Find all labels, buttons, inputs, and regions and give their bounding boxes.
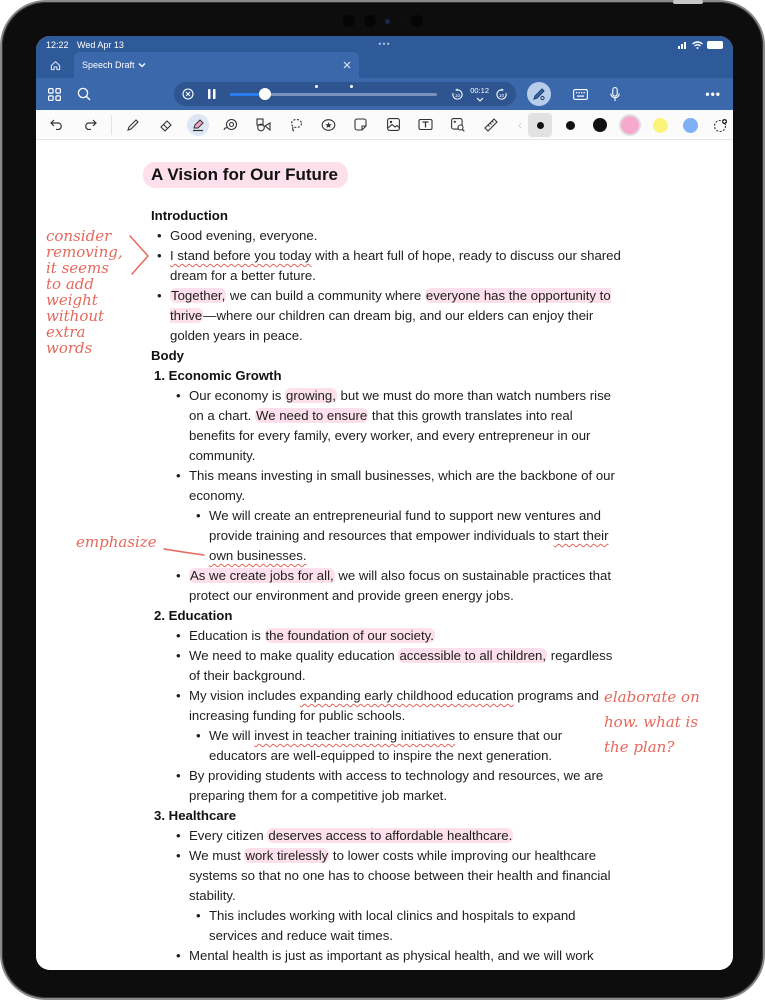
pen-mode-icon <box>532 87 546 101</box>
color-yellow[interactable] <box>648 113 672 137</box>
list-item: • We must work tirelessly to lower costs while improving our healthcare systems so that no one has to choose between their health and financial stability. <box>151 846 621 906</box>
pen-size-medium[interactable] <box>558 113 582 137</box>
healthcare-list <box>151 826 621 966</box>
sticker-tool[interactable] <box>317 114 339 136</box>
list-item: • We will create an entrepreneurial fund to support new ventures and provide training and resources that empower individuals to start their own businesses. <box>151 506 621 566</box>
text-box-tool[interactable] <box>415 114 437 136</box>
playback-scrubber[interactable] <box>230 93 437 96</box>
eraser-icon <box>159 118 173 132</box>
introduction-list <box>151 226 621 346</box>
ruler-tool[interactable] <box>480 114 502 136</box>
status-bar <box>46 39 723 51</box>
tab-speech-draft[interactable] <box>74 52 359 78</box>
section-heading-economic-growth: 1. Economic Growth <box>154 368 282 383</box>
highlighted-text: work tirelessly <box>245 848 329 863</box>
wifi-icon <box>692 41 703 49</box>
sticker-icon <box>321 118 336 132</box>
pen-size-large[interactable] <box>588 113 612 137</box>
grid-icon[interactable] <box>48 88 61 101</box>
color-blue[interactable] <box>678 113 702 137</box>
home-button[interactable] <box>36 52 74 78</box>
ink-to-shape-icon <box>223 118 238 132</box>
pen-tool[interactable] <box>122 114 144 136</box>
pen-size-small[interactable] <box>528 113 552 137</box>
image-search-icon <box>451 118 465 132</box>
handwritten-note-emphasize[interactable]: emphasize <box>76 533 157 551</box>
toolbar-divider <box>111 115 112 135</box>
education-list <box>151 626 621 806</box>
handwritten-note-elaborate[interactable]: elaborate on how. what is the plan? <box>604 688 700 756</box>
text-box-icon <box>418 118 433 131</box>
chevron-down-icon <box>476 97 484 102</box>
bookmark-marker[interactable] <box>315 85 318 88</box>
tab-strip <box>36 52 733 78</box>
list-item: • This includes working with local clinics and hospitals to expand services and reduce wait times. <box>151 906 621 946</box>
list-item: • Together, we can build a community where everyone has the opportunity to thrive—where our children can dream big, and our elders can enjoy their golden years in peace. <box>151 286 621 346</box>
document-title: A Vision for Our Future <box>143 162 348 188</box>
image-search-tool[interactable] <box>447 114 469 136</box>
playback-knob[interactable] <box>259 88 271 100</box>
underlined-text: invest in teacher training initiatives <box>254 728 456 743</box>
underlined-text: expanding early childhood education <box>299 688 514 703</box>
list-item: • Every citizen deserves access to affordable healthcare. <box>151 826 621 846</box>
elapsed-time[interactable] <box>470 87 489 102</box>
shapes-icon <box>256 118 271 132</box>
skip-forward-button[interactable] <box>495 88 508 101</box>
skip-back-seconds: 10 <box>455 92 461 98</box>
undo-button[interactable] <box>46 114 68 136</box>
highlighter-icon <box>191 118 205 132</box>
add-color-icon <box>713 118 728 133</box>
shapes-tool[interactable] <box>252 114 274 136</box>
handwritten-note-consider-removing[interactable]: consider removing, it seems to add weight without extra words <box>46 227 123 357</box>
redo-button[interactable] <box>79 114 101 136</box>
list-item: • Education is the foundation of our society. <box>151 626 621 646</box>
section-heading-education: 2. Education <box>154 608 233 623</box>
status-date: Wed Apr 13 <box>77 40 124 50</box>
chevron-left-icon[interactable]: ‹ <box>518 118 522 132</box>
highlighted-text: Together, <box>171 288 226 303</box>
ink-to-shape-tool[interactable] <box>220 114 242 136</box>
list-item: • Our economy is growing, but we must do more than watch numbers rise on a chart. We need to ensure that this growth translates into real benefits for every family, every worker, and every entrepreneur in our community. <box>151 386 621 466</box>
list-item: • By providing students with access to technology and resources, we are preparing them for a competitive job market. <box>151 766 621 806</box>
list-item: • Good evening, everyone. <box>151 226 621 246</box>
highlighted-text: the foundation of our society. <box>265 628 434 643</box>
highlighted-text: deserves access to affordable healthcare. <box>268 828 513 843</box>
underlined-text: I stand before you today <box>170 248 312 263</box>
search-icon[interactable] <box>77 87 91 101</box>
list-item: • We need to make quality education accessible to all children, regardless of their background. <box>151 646 621 686</box>
skip-forward-seconds: 10 <box>498 92 505 98</box>
color-pink[interactable] <box>618 113 642 137</box>
chevron-down-icon[interactable] <box>138 62 146 68</box>
top-button <box>673 0 703 4</box>
camera-array <box>343 15 423 27</box>
highlighted-text: As we create jobs for all, <box>190 568 334 583</box>
highlighted-text: growing, <box>286 388 336 403</box>
list-item: • I stand before you today with a heart full of hope, ready to discuss our shared dream for a better future. <box>151 246 621 286</box>
list-item: • This means investing in small businesses, which are the backbone of our economy. <box>151 466 621 506</box>
close-tab-button[interactable] <box>343 61 351 69</box>
stop-playback-button[interactable] <box>182 88 194 100</box>
highlighter-tool[interactable] <box>187 114 209 136</box>
redo-icon <box>83 119 97 130</box>
pen-icon <box>126 118 140 132</box>
lasso-tool[interactable] <box>285 114 307 136</box>
more-options-button[interactable]: ••• <box>705 87 721 101</box>
lasso-icon <box>289 118 303 132</box>
pen-options <box>518 113 733 137</box>
elapsed-time-label: 00:12 <box>470 85 489 95</box>
list-item: • As we create jobs for all, we will also focus on sustainable practices that protect our environment and provide green energy jobs. <box>151 566 621 606</box>
signal-icon <box>678 41 688 49</box>
audio-player <box>174 82 516 106</box>
keyboard-icon[interactable] <box>573 89 588 100</box>
list-item: • Mental health is just as important as physical health, and we will work <box>151 946 621 966</box>
ruler-icon <box>484 118 498 132</box>
underlined-text: start their own businesses. <box>209 528 609 563</box>
skip-back-button[interactable] <box>451 88 464 101</box>
home-icon <box>50 60 61 71</box>
sticky-note-icon <box>354 118 367 131</box>
undo-icon <box>50 119 64 130</box>
screen <box>36 36 733 970</box>
pen-mode-button[interactable] <box>527 82 551 106</box>
economic-growth-list <box>151 386 621 606</box>
document-canvas[interactable] <box>36 140 733 970</box>
highlighted-text: We need to ensure <box>255 408 368 423</box>
multitasking-indicator[interactable]: ••• <box>378 39 391 49</box>
connector-stroke[interactable] <box>162 546 206 558</box>
section-heading-body: Body <box>151 348 184 363</box>
section-heading-introduction: Introduction <box>151 208 228 223</box>
microphone-icon[interactable] <box>610 87 620 102</box>
bookmark-marker[interactable] <box>350 85 353 88</box>
main-toolbar <box>36 78 733 110</box>
image-tool[interactable] <box>382 114 404 136</box>
section-heading-healthcare: 3. Healthcare <box>154 808 237 823</box>
image-icon <box>387 118 400 131</box>
add-color-button[interactable] <box>708 113 732 137</box>
bracket-stroke[interactable] <box>128 234 152 278</box>
ipad-frame <box>2 2 763 998</box>
title-bar <box>36 36 733 78</box>
document-content <box>151 162 621 966</box>
battery-icon <box>707 41 723 49</box>
draw-toolbar <box>36 110 733 140</box>
list-item: • My vision includes expanding early childhood education programs and increasing funding for public schools. <box>151 686 621 726</box>
eraser-tool[interactable] <box>155 114 177 136</box>
tab-label: Speech Draft <box>82 60 135 70</box>
highlighted-text: accessible to all children, <box>399 648 547 663</box>
pause-button[interactable] <box>208 89 216 99</box>
status-time: 12:22 <box>46 40 69 50</box>
highlighted-text: everyone has the opportunity to thrive <box>170 288 611 323</box>
sticky-note-tool[interactable] <box>350 114 372 136</box>
list-item: • We will invest in teacher training initiatives to ensure that our educators are well-equipped to inspire the next generation. <box>151 726 621 766</box>
